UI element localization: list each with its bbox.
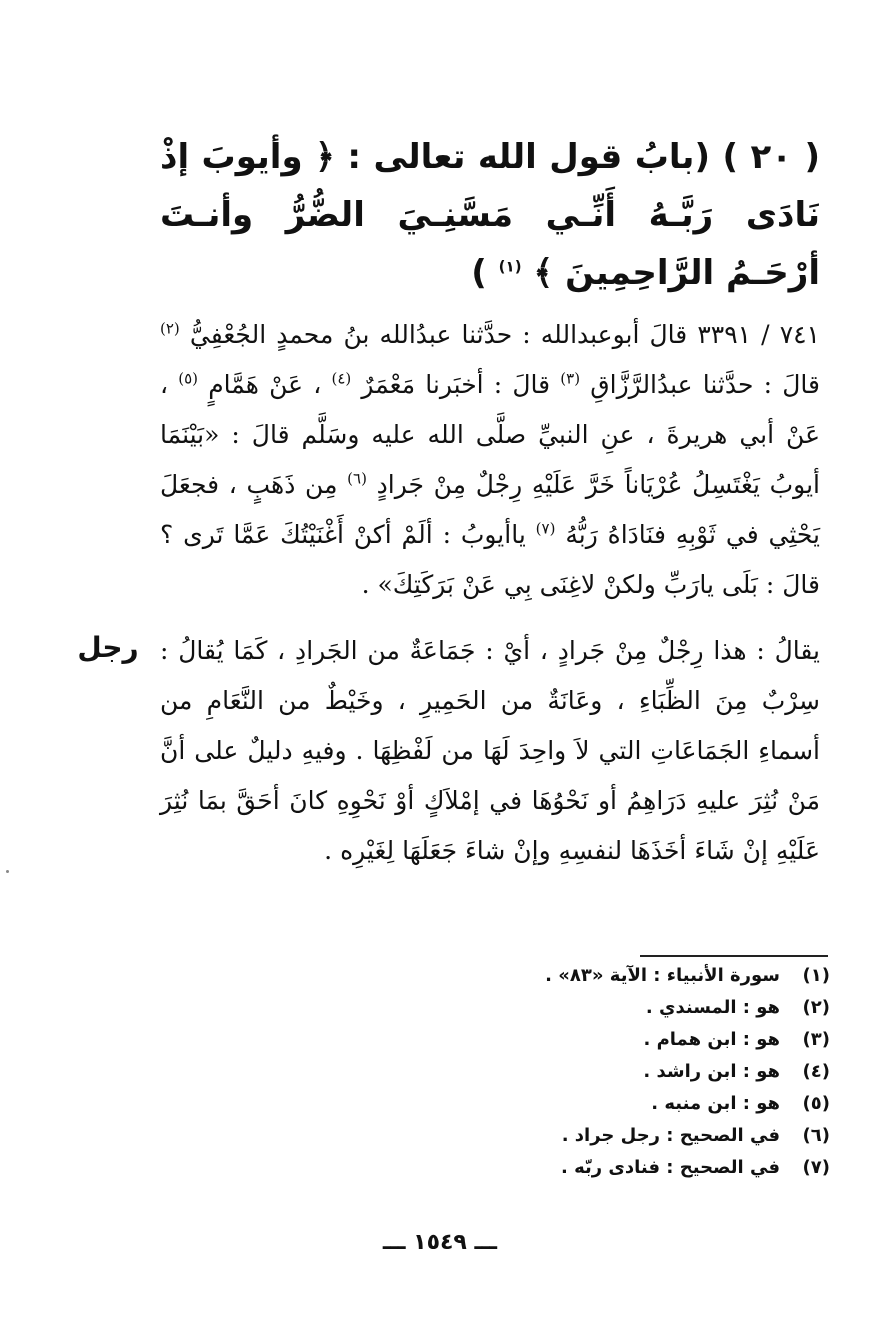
hadith-segment: ، عَنْ أبي هريرةَ ، عنِ النبيِّ صلَّى الله عليه وسَلَّم قالَ : «بَيْنَمَا أيوبُ يَغْتَسِلُ عُرْيَاناً خَرَّ عَلَيْهِ رِجْلٌ مِنْ جَرادٍ bbox=[160, 370, 821, 499]
footnote-number: (٢) bbox=[802, 997, 830, 1018]
footnote-text: هو : ابن راشد . bbox=[643, 1061, 780, 1082]
footnote-item bbox=[360, 1024, 830, 1056]
footnote-ref-7[interactable]: (٧) bbox=[535, 519, 556, 538]
footnote-number: (٣) bbox=[802, 1029, 830, 1050]
footnote-number: (٧) bbox=[802, 1157, 830, 1178]
footnote-number: (٦) bbox=[802, 1125, 830, 1146]
footnote-ref-1[interactable]: (١) bbox=[498, 257, 522, 276]
footnote-text: في الصحيح : فنادى ربّه . bbox=[561, 1157, 780, 1178]
footnote-number: (١) bbox=[802, 965, 830, 986]
hadith-text bbox=[160, 310, 820, 610]
footnote-item bbox=[360, 1088, 830, 1120]
footnote-item bbox=[360, 1152, 830, 1184]
footnote-item bbox=[360, 1056, 830, 1088]
footnote-item bbox=[360, 960, 830, 992]
footnote-ref-5[interactable]: (٥) bbox=[178, 369, 199, 388]
chapter-heading bbox=[160, 128, 820, 302]
footnote-text: هو : ابن همام . bbox=[643, 1029, 780, 1050]
footnote-item bbox=[360, 1120, 830, 1152]
chapter-title: (بابُ قول الله تعالى : ﴿ وأيوبَ إذْ نَادَى رَبَّـهُ أَنِّـي مَسَّنِـيَ الضُّرُّ وأنـتَ أرْحَـمُ الرَّاحِمِينَ ﴾ bbox=[160, 137, 820, 293]
footnote-text: في الصحيح : رجل جراد . bbox=[561, 1125, 780, 1146]
hadith-segment: ، عَنْ هَمَّامٍ bbox=[208, 370, 322, 399]
page-number: ـــ ١٥٤٩ ـــ bbox=[382, 1230, 498, 1255]
margin-keyword: رجل bbox=[77, 631, 139, 664]
footnote-divider bbox=[640, 955, 828, 957]
footnote-item bbox=[360, 992, 830, 1024]
footnote-text: هو : المسندي . bbox=[645, 997, 780, 1018]
hadith-segment: مِن ذَهَبٍ ، فجعَلَ يَحْثِي في ثَوْبِهِ فنَادَاهُ رَبُّهُ bbox=[160, 470, 821, 549]
chapter-number: ( ٢٠ ) bbox=[722, 137, 820, 177]
hadith-segment: ٧٤١ / ٣٣٩١ قالَ أبوعبدالله : حدَّثنا عبدُالله بنُ محمدٍ الجُعْفِيُّ bbox=[189, 320, 820, 349]
footnote-ref-4[interactable]: (٤) bbox=[331, 369, 352, 388]
commentary-text: يقالُ : هذا رِجْلٌ مِنْ جَرادٍ ، أيْ : جَمَاعَةٌ من الجَرادِ ، كَمَا يُقالُ : سِرْبٌ مِنَ الظِّبَاءِ ، وعَانَةٌ من الحَمِيرِ ، وخَيْطٌ من النَّعَامِ من أسماءِ الجَمَاعَاتِ التي لاَ واحِدَ لَهَا من لَفْظِهَا . وفيهِ دليلٌ على أنَّ مَنْ نُثِرَ عليهِ دَرَاهِمُ أو نَحْوُهَا في إمْلاَكٍ أوْ نَحْوِهِ كانَ أحَقَّ بمَا نُثِرَ عَلَيْهِ إنْ شَاءَ أخَذَهَا لنفسِهِ وإنْ شاءَ جَعَلَهَا لِغَيْرِه . bbox=[160, 636, 820, 865]
chapter-heading-close: ) bbox=[471, 253, 487, 293]
hadith-segment: ياأيوبُ : ألَمْ أكنْ أَغْنَيْتُكَ عَمَّا تَرى ؟ قالَ : بَلَى يارَبِّ ولكنْ لاغِنَى بِي عَنْ بَرَكَتِكَ» . bbox=[160, 520, 820, 599]
scan-speck bbox=[6, 870, 9, 873]
footnote-number: (٥) bbox=[802, 1093, 830, 1114]
footnote-text: هو : ابن منبه . bbox=[651, 1093, 780, 1114]
footnotes-list bbox=[360, 960, 830, 1184]
footnote-text: سورة الأنبياء : الآية «٨٣» . bbox=[545, 965, 780, 986]
hadith-segment: قالَ : حدَّثنا عبدُالرَّزَّاقِ bbox=[590, 370, 820, 399]
footnote-ref-6[interactable]: (٦) bbox=[347, 469, 367, 488]
hadith-segment: قالَ : أخبَرنا مَعْمَرٌ bbox=[361, 370, 551, 399]
footnote-ref-2[interactable]: (٢) bbox=[160, 319, 180, 338]
footnote-ref-3[interactable]: (٣) bbox=[560, 369, 581, 388]
footnote-number: (٤) bbox=[802, 1061, 830, 1082]
